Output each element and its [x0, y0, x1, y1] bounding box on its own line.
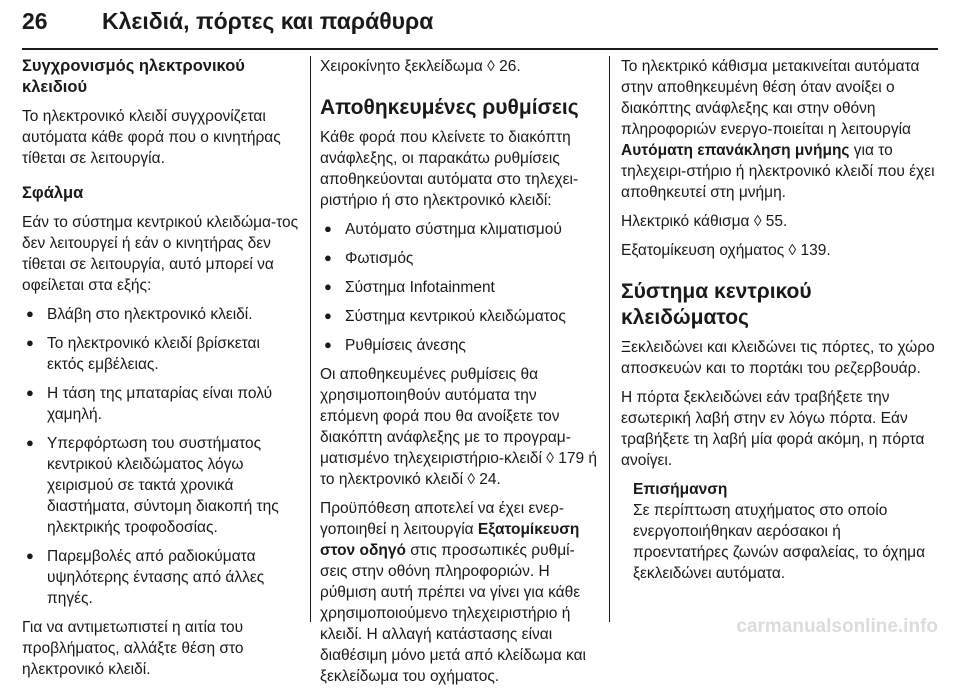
fault-causes-list: [22, 304, 300, 609]
list-item: ● Ρυθμίσεις άνεσης: [320, 335, 598, 356]
page-header: [22, 8, 938, 48]
list-item: ● Η τάση της μπαταρίας είναι πολύ χαμηλή.: [22, 383, 300, 425]
list-item: ● Αυτόματο σύστημα κλιματισμού: [320, 219, 598, 240]
page-number: 26: [22, 8, 48, 34]
precondition-text-b: στις προσωπικές ρυθμί-σεις στην οθόνη πληροφοριών. Η ρύθμιση αυτή πρέπει να γίνει για κάθε χρησιμοποιούμενο τηλεχειριστήριο ή κλειδί. Η αλλαγή κατάστασης είναι διαθέσιμη μόνο μετά από κλείδωμα και ξεκλείδωμα του οχήματος.: [320, 542, 586, 685]
heading-sync: Συγχρονισμός ηλεκτρονικού κλειδιού: [22, 57, 245, 96]
paragraph-manual-unlock: Χειροκίνητο ξεκλείδωμα ◊ 26.: [320, 58, 521, 75]
memory-recall-label: Αυτόματη επανάκληση μνήμης: [621, 142, 850, 159]
paragraph-central-locking: Ξεκλειδώνει και κλειδώνει τις πόρτες, το χώρο αποσκευών και το πορτάκι του ρεζερβουάρ.: [621, 339, 935, 377]
note-title: Επισήμανση: [633, 481, 728, 498]
list-item: ● Βλάβη στο ηλεκτρονικό κλειδί.: [22, 304, 300, 325]
paragraph-door-handle: Η πόρτα ξεκλειδώνει εάν τραβήξετε την εσωτερική λαβή στην εν λόγω πόρτα. Εάν τραβήξετε τη λαβή μία φορά ακόμη, η πόρτα ανοίγει.: [621, 389, 925, 469]
column-2: [320, 56, 598, 695]
heading-stored-settings: Αποθηκευμένες ρυθμίσεις: [320, 96, 579, 119]
list-item: ● Σύστημα Infotainment: [320, 277, 598, 298]
column-divider-2: [609, 56, 610, 622]
watermark: carmanualsonline.info: [736, 616, 938, 637]
header-rule: [22, 48, 938, 50]
paragraph-precondition: [320, 498, 598, 687]
seat-text-b: για το τηλεχειρι-στήριο ή ηλεκτρονικό κλειδί που έχει αποθηκευτεί στη μνήμη.: [621, 142, 935, 201]
paragraph-sync: Το ηλεκτρονικό κλειδί συγχρονίζεται αυτόματα κάθε φορά που ο κινητήρας τίθεται σε λειτουργία.: [22, 108, 281, 167]
paragraph-fix: Για να αντιμετωπιστεί η αιτία του προβλήματος, αλλάξτε θέση στο ηλεκτρονικό κλειδί.: [22, 619, 244, 678]
column-divider-1: [310, 56, 311, 622]
list-item: ● Το ηλεκτρονικό κλειδί βρίσκεται εκτός εμβέλειας.: [22, 333, 300, 375]
stored-settings-list: [320, 219, 598, 356]
note-text: Σε περίπτωση ατυχήματος στο οποίο ενεργοποιήθηκαν αερόσακοι ή προεντατήρες ζωνών ασφαλείας, το όχημα ξεκλειδώνει αυτόματα.: [633, 502, 926, 582]
heading-central-locking: Σύστημα κεντρικού κλειδώματος: [621, 280, 812, 329]
column-1: [22, 56, 300, 688]
list-item: ● Σύστημα κεντρικού κλειδώματος: [320, 306, 598, 327]
list-item: ● Υπερφόρτωση του συστήματος κεντρικού κλειδώματος λόγω χειρισμού σε τακτά χρονικά διαστήματα, σύντομη διακοπή της ηλεκτρικής τροφοδοσίας.: [22, 433, 300, 538]
paragraph-personalization-ref: Εξατομίκευση οχήματος ◊ 139.: [621, 242, 831, 259]
page-title: Κλειδιά, πόρτες και παράθυρα: [102, 8, 434, 34]
list-item: ● Φωτισμός: [320, 248, 598, 269]
column-3: [621, 56, 939, 584]
paragraph-seat-ref: Ηλεκτρικό κάθισμα ◊ 55.: [621, 213, 788, 230]
list-item: ● Παρεμβολές από ραδιοκύματα υψηλότερης έντασης από άλλες πηγές.: [22, 546, 300, 609]
paragraph-stored-settings: Κάθε φορά που κλείνετε το διακόπτη ανάφλεξης, οι παρακάτω ρυθμίσεις αποθηκεύονται αυτόματα στο τηλεχει-ριστήριο ή στο ηλεκτρονικό κλειδί:: [320, 129, 579, 209]
paragraph-seat: [621, 56, 939, 203]
heading-fault: Σφάλμα: [22, 184, 84, 202]
personalization-label: Εξατομίκευση στον οδηγό: [320, 521, 580, 559]
paragraph-settings-used: Οι αποθηκευμένες ρυθμίσεις θα χρησιμοποιηθούν αυτόματα την επόμενη φορά που θα ανοίξετε τον διακόπτη ανάφλεξης με το προγραμ-ματισμένο τηλεχειριστήριο-κλειδί ◊ 179 ή το ηλεκτρονικό κλειδί ◊ 24.: [320, 366, 598, 488]
precondition-text-a: Προϋπόθεση αποτελεί να έχει ενερ-γοποιηθεί η λειτουργία: [320, 500, 564, 538]
paragraph-fault: Εάν το σύστημα κεντρικού κλειδώμα-τος δεν λειτουργεί ή εάν ο κινητήρας δεν τίθεται σε λειτουργία, αυτό μπορεί να οφείλεται στα εξής:: [22, 214, 299, 294]
seat-text-a: Το ηλεκτρικό κάθισμα μετακινείται αυτόματα στην αποθηκευμένη θέση όταν ανοίξει ο διακόπτης ανάφλεξης και στην οθόνη πληροφοριών ενεργο-ποιείται η λειτουργία: [621, 58, 920, 138]
note-box: [633, 479, 939, 584]
